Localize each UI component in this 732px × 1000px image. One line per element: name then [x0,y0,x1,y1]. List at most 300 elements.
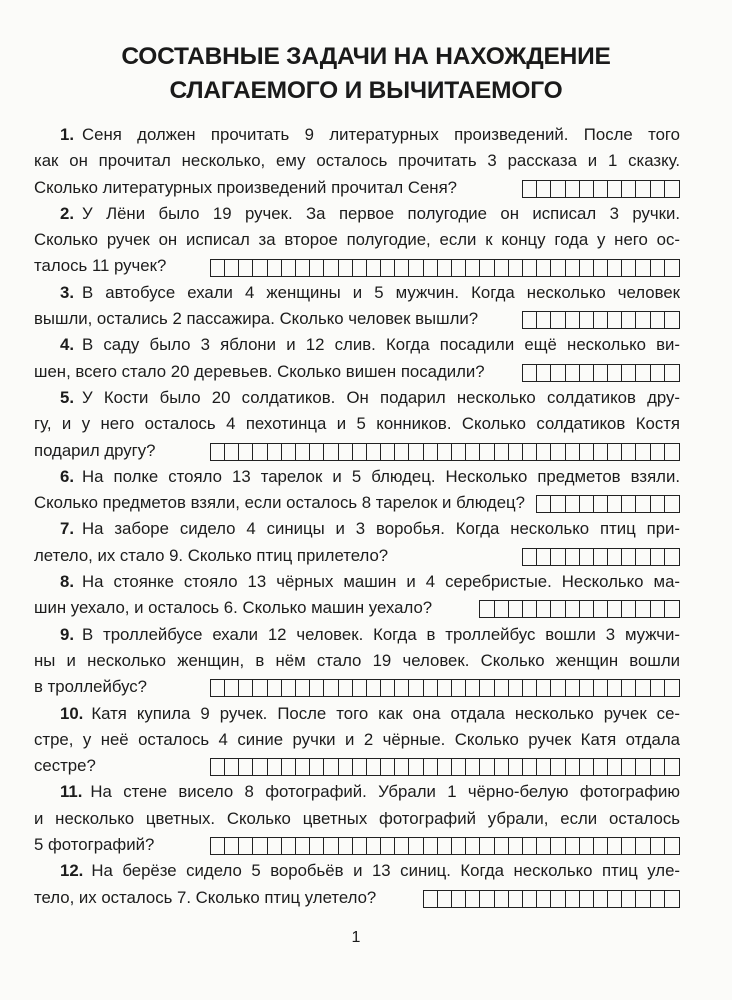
answer-cell[interactable] [566,891,580,907]
answer-cell[interactable] [551,444,565,460]
page-number: 1 [351,929,361,946]
answer-cell[interactable] [239,680,253,696]
answer-cell[interactable] [367,680,381,696]
answer-cell[interactable] [324,680,338,696]
answer-cell[interactable] [594,496,608,512]
answer-cell[interactable] [580,759,594,775]
answer-cell[interactable] [353,838,367,854]
answer-cell[interactable] [225,759,239,775]
problem-line [34,411,680,437]
answer-cell[interactable] [438,838,452,854]
answer-cell[interactable] [608,260,622,276]
answer-cell[interactable] [395,680,409,696]
answer-cell[interactable] [480,444,494,460]
answer-cell[interactable] [495,759,509,775]
answer-cell[interactable] [353,444,367,460]
answer-cell[interactable] [594,601,608,617]
answer-cell[interactable] [225,444,239,460]
answer-cell[interactable] [282,838,296,854]
answer-cell[interactable] [509,680,523,696]
answer-cell[interactable] [622,312,636,328]
answer-cell[interactable] [580,496,594,512]
answer-cell[interactable] [594,181,608,197]
answer-cell[interactable] [523,680,537,696]
answer-cell[interactable] [367,838,381,854]
problem-line [34,779,680,805]
answer-cell[interactable] [282,260,296,276]
answer-cell[interactable] [310,444,324,460]
answer-cell[interactable] [651,759,665,775]
answer-boxes[interactable] [210,259,680,277]
answer-cell[interactable] [537,365,551,381]
answer-cell[interactable] [665,549,679,565]
answer-cell[interactable] [551,680,565,696]
answer-cell[interactable] [509,444,523,460]
answer-cell[interactable] [622,365,636,381]
answer-cell[interactable] [537,181,551,197]
problem-line [34,569,680,595]
answer-cell[interactable] [608,549,622,565]
answer-cell[interactable] [253,444,267,460]
answer-cell[interactable] [495,891,509,907]
answer-cell[interactable] [566,260,580,276]
answer-cell[interactable] [395,759,409,775]
answer-cell[interactable] [608,680,622,696]
answer-cell[interactable] [367,260,381,276]
answer-cell[interactable] [296,759,310,775]
answer-cell[interactable] [651,601,665,617]
answer-boxes[interactable] [522,311,680,329]
answer-cell[interactable] [622,549,636,565]
answer-cell[interactable] [551,181,565,197]
answer-cell[interactable] [239,838,253,854]
answer-cell[interactable] [636,365,650,381]
answer-cell[interactable] [665,601,679,617]
answer-cell[interactable] [452,444,466,460]
answer-cell[interactable] [665,838,679,854]
answer-cell[interactable] [324,444,338,460]
answer-cell[interactable] [452,680,466,696]
answer-cell[interactable] [339,759,353,775]
answer-cell[interactable] [594,444,608,460]
answer-cell[interactable] [594,838,608,854]
answer-cell[interactable] [424,444,438,460]
answer-cell[interactable] [622,759,636,775]
answer-cell[interactable] [253,680,267,696]
answer-cell[interactable] [523,759,537,775]
answer-cell[interactable] [452,838,466,854]
problem-number: 12. [60,861,84,881]
problem-number: 6. [60,466,74,486]
answer-cell[interactable] [324,260,338,276]
answer-cell[interactable] [353,759,367,775]
answer-cell[interactable] [480,759,494,775]
answer-cell[interactable] [225,838,239,854]
answer-cell[interactable] [636,312,650,328]
answer-cell[interactable] [551,838,565,854]
answer-cell[interactable] [438,759,452,775]
answer-cell[interactable] [537,680,551,696]
problem-text: гу, и у него осталось 4 пехотинца и 5 конников. Сколько солдатиков Костя [34,414,680,434]
problem-number: 9. [60,624,74,644]
answer-cell[interactable] [239,759,253,775]
answer-cell[interactable] [537,496,551,512]
answer-cell[interactable] [495,680,509,696]
answer-cell[interactable] [566,549,580,565]
answer-cell[interactable] [636,444,650,460]
answer-cell[interactable] [466,891,480,907]
answer-cell[interactable] [353,680,367,696]
answer-cell[interactable] [310,759,324,775]
answer-cell[interactable] [424,260,438,276]
answer-cell[interactable] [523,549,537,565]
problem-text: Сколько предметов взяли, если осталось 8 тарелок и блюдец? [34,493,526,513]
answer-cell[interactable] [367,444,381,460]
answer-cell[interactable] [509,838,523,854]
answer-cell[interactable] [580,838,594,854]
answer-cell[interactable] [580,365,594,381]
answer-cell[interactable] [253,260,267,276]
answer-cell[interactable] [651,181,665,197]
answer-cell[interactable] [608,891,622,907]
answer-cell[interactable] [310,260,324,276]
answer-cell[interactable] [566,312,580,328]
answer-cell[interactable] [495,444,509,460]
answer-cell[interactable] [551,312,565,328]
answer-cell[interactable] [665,759,679,775]
answer-cell[interactable] [622,838,636,854]
problem-9 [34,622,680,701]
answer-cell[interactable] [409,680,423,696]
answer-cell[interactable] [268,838,282,854]
answer-cell[interactable] [509,601,523,617]
answer-cell[interactable] [367,759,381,775]
answer-cell[interactable] [636,891,650,907]
answer-cell[interactable] [551,891,565,907]
answer-cell[interactable] [651,891,665,907]
answer-cell[interactable] [296,260,310,276]
answer-boxes[interactable] [210,837,680,855]
answer-cell[interactable] [282,759,296,775]
answer-cell[interactable] [537,601,551,617]
answer-cell[interactable] [495,260,509,276]
answer-cell[interactable] [636,680,650,696]
answer-cell[interactable] [381,444,395,460]
answer-cell[interactable] [566,759,580,775]
problem-text: На заборе сидело 4 синицы и 3 воробья. Когда несколько птиц при- [82,519,680,539]
answer-boxes[interactable] [210,443,680,461]
answer-cell[interactable] [636,838,650,854]
answer-cell[interactable] [466,260,480,276]
answer-cell[interactable] [551,759,565,775]
answer-cell[interactable] [480,838,494,854]
answer-cell[interactable] [395,444,409,460]
problem-number: 7. [60,519,74,539]
problem-text: сестре? [34,756,96,776]
answer-cell[interactable] [324,838,338,854]
answer-cell[interactable] [580,312,594,328]
problem-number: 2. [60,203,74,223]
problem-4 [34,332,680,385]
answer-cell[interactable] [268,260,282,276]
answer-cell[interactable] [381,838,395,854]
answer-cell[interactable] [594,312,608,328]
answer-cell[interactable] [665,365,679,381]
answer-cell[interactable] [594,549,608,565]
answer-cell[interactable] [608,838,622,854]
problem-line [34,359,680,385]
problem-line [34,253,680,279]
answer-cell[interactable] [523,838,537,854]
answer-cell[interactable] [466,444,480,460]
answer-cell[interactable] [296,838,310,854]
answer-cell[interactable] [537,260,551,276]
answer-cell[interactable] [523,365,537,381]
answer-cell[interactable] [537,759,551,775]
answer-cell[interactable] [608,181,622,197]
answer-cell[interactable] [636,549,650,565]
answer-cell[interactable] [608,496,622,512]
answer-cell[interactable] [636,260,650,276]
answer-cell[interactable] [566,365,580,381]
answer-cell[interactable] [636,496,650,512]
answer-cell[interactable] [381,680,395,696]
problem-text: Сеня должен прочитать 9 литературных произведений. После того [82,125,680,144]
answer-boxes[interactable] [522,180,680,198]
answer-cell[interactable] [622,601,636,617]
answer-cell[interactable] [622,891,636,907]
problem-text: В саду было 3 яблони и 12 слив. Когда посадили ещё несколько ви- [82,335,680,355]
answer-cell[interactable] [566,838,580,854]
answer-cell[interactable] [409,838,423,854]
answer-cell[interactable] [339,838,353,854]
answer-cell[interactable] [211,444,225,460]
answer-cell[interactable] [466,680,480,696]
answer-cell[interactable] [438,260,452,276]
answer-cell[interactable] [239,260,253,276]
answer-cell[interactable] [537,549,551,565]
answer-cell[interactable] [523,601,537,617]
answer-cell[interactable] [622,680,636,696]
answer-cell[interactable] [622,496,636,512]
answer-cell[interactable] [211,838,225,854]
answer-cell[interactable] [566,496,580,512]
answer-cell[interactable] [409,759,423,775]
answer-cell[interactable] [665,312,679,328]
answer-cell[interactable] [395,260,409,276]
answer-cell[interactable] [438,891,452,907]
answer-cell[interactable] [566,444,580,460]
answer-cell[interactable] [537,312,551,328]
answer-cell[interactable] [566,181,580,197]
problem-line [34,858,680,884]
answer-cell[interactable] [339,260,353,276]
answer-cell[interactable] [509,759,523,775]
answer-cell[interactable] [424,759,438,775]
answer-cell[interactable] [594,260,608,276]
answer-cell[interactable] [211,759,225,775]
answer-cell[interactable] [268,680,282,696]
answer-cell[interactable] [509,260,523,276]
problem-1 [34,122,680,201]
problem-5 [34,385,680,464]
answer-cell[interactable] [594,680,608,696]
answer-cell[interactable] [480,260,494,276]
answer-cell[interactable] [495,838,509,854]
answer-cell[interactable] [665,891,679,907]
answer-cell[interactable] [339,680,353,696]
answer-cell[interactable] [296,680,310,696]
answer-cell[interactable] [268,444,282,460]
answer-cell[interactable] [480,601,494,617]
answer-cell[interactable] [438,680,452,696]
answer-cell[interactable] [282,680,296,696]
answer-boxes[interactable] [536,495,680,513]
answer-cell[interactable] [580,680,594,696]
problem-number: 10. [60,703,84,723]
answer-cell[interactable] [438,444,452,460]
answer-cell[interactable] [381,759,395,775]
answer-cell[interactable] [622,444,636,460]
answer-cell[interactable] [636,601,650,617]
answer-cell[interactable] [424,680,438,696]
answer-cell[interactable] [580,601,594,617]
answer-cell[interactable] [466,759,480,775]
answer-cell[interactable] [424,838,438,854]
answer-cell[interactable] [665,260,679,276]
answer-cell[interactable] [381,260,395,276]
answer-boxes[interactable] [522,548,680,566]
answer-cell[interactable] [622,260,636,276]
problem-line [34,438,680,464]
answer-cell[interactable] [253,838,267,854]
answer-cell[interactable] [225,260,239,276]
answer-cell[interactable] [566,601,580,617]
answer-cell[interactable] [651,838,665,854]
problem-line [34,543,680,569]
answer-cell[interactable] [608,444,622,460]
problem-text: подарил другу? [34,440,156,460]
answer-cell[interactable] [523,312,537,328]
answer-boxes[interactable] [210,758,680,776]
problem-text: У Кости было 20 солдатиков. Он подарил несколько солдатиков дру- [82,387,680,407]
answer-cell[interactable] [353,260,367,276]
answer-cell[interactable] [665,680,679,696]
answer-cell[interactable] [523,891,537,907]
answer-cell[interactable] [509,891,523,907]
answer-cell[interactable] [495,601,509,617]
answer-cell[interactable] [324,759,338,775]
problem-10 [34,701,680,780]
answer-cell[interactable] [466,838,480,854]
answer-cell[interactable] [622,181,636,197]
answer-cell[interactable] [225,680,239,696]
answer-cell[interactable] [665,496,679,512]
answer-cell[interactable] [594,891,608,907]
answer-cell[interactable] [580,891,594,907]
answer-cell[interactable] [282,444,296,460]
problem-6 [34,464,680,517]
answer-cell[interactable] [480,680,494,696]
answer-cell[interactable] [523,260,537,276]
problem-line [34,122,680,148]
answer-cell[interactable] [608,759,622,775]
problem-line [34,306,680,332]
answer-cell[interactable] [566,680,580,696]
answer-cell[interactable] [594,759,608,775]
answer-cell[interactable] [452,260,466,276]
answer-cell[interactable] [211,680,225,696]
answer-cell[interactable] [665,181,679,197]
answer-cell[interactable] [480,891,494,907]
answer-cell[interactable] [551,496,565,512]
answer-cell[interactable] [651,312,665,328]
answer-cell[interactable] [537,444,551,460]
answer-cell[interactable] [211,260,225,276]
answer-cell[interactable] [551,549,565,565]
answer-boxes[interactable] [423,890,680,908]
answer-boxes[interactable] [522,364,680,382]
problem-text: Сколько ручек он исписал за второе полугодие, если к концу года у него ос- [34,230,680,250]
answer-cell[interactable] [537,891,551,907]
problem-line [34,753,680,779]
answer-cell[interactable] [268,759,282,775]
answer-cell[interactable] [239,444,253,460]
answer-cell[interactable] [636,181,650,197]
answer-cell[interactable] [651,680,665,696]
answer-cell[interactable] [409,444,423,460]
answer-cell[interactable] [310,680,324,696]
answer-cell[interactable] [651,549,665,565]
problem-line [34,595,680,621]
answer-cell[interactable] [339,444,353,460]
problem-text: тело, их осталось 7. Сколько птиц улетело? [34,887,377,907]
answer-cell[interactable] [424,891,438,907]
answer-cell[interactable] [580,549,594,565]
problem-text: в троллейбус? [34,677,148,697]
answer-cell[interactable] [452,891,466,907]
answer-cell[interactable] [665,444,679,460]
answer-cell[interactable] [608,365,622,381]
answer-cell[interactable] [580,444,594,460]
answer-cell[interactable] [523,444,537,460]
answer-boxes[interactable] [479,600,680,618]
answer-cell[interactable] [608,601,622,617]
answer-cell[interactable] [395,838,409,854]
answer-cell[interactable] [608,312,622,328]
answer-cell[interactable] [580,181,594,197]
answer-cell[interactable] [253,759,267,775]
answer-cell[interactable] [551,260,565,276]
answer-cell[interactable] [651,496,665,512]
answer-cell[interactable] [523,181,537,197]
answer-cell[interactable] [580,260,594,276]
answer-cell[interactable] [594,365,608,381]
answer-cell[interactable] [296,444,310,460]
answer-cell[interactable] [409,260,423,276]
answer-cell[interactable] [551,365,565,381]
answer-cell[interactable] [651,260,665,276]
answer-cell[interactable] [310,838,324,854]
answer-boxes[interactable] [210,679,680,697]
answer-cell[interactable] [452,759,466,775]
problem-text: вышли, остались 2 пассажира. Сколько человек вышли? [34,309,479,329]
answer-cell[interactable] [551,601,565,617]
answer-cell[interactable] [651,444,665,460]
answer-cell[interactable] [651,365,665,381]
answer-cell[interactable] [636,759,650,775]
answer-cell[interactable] [537,838,551,854]
